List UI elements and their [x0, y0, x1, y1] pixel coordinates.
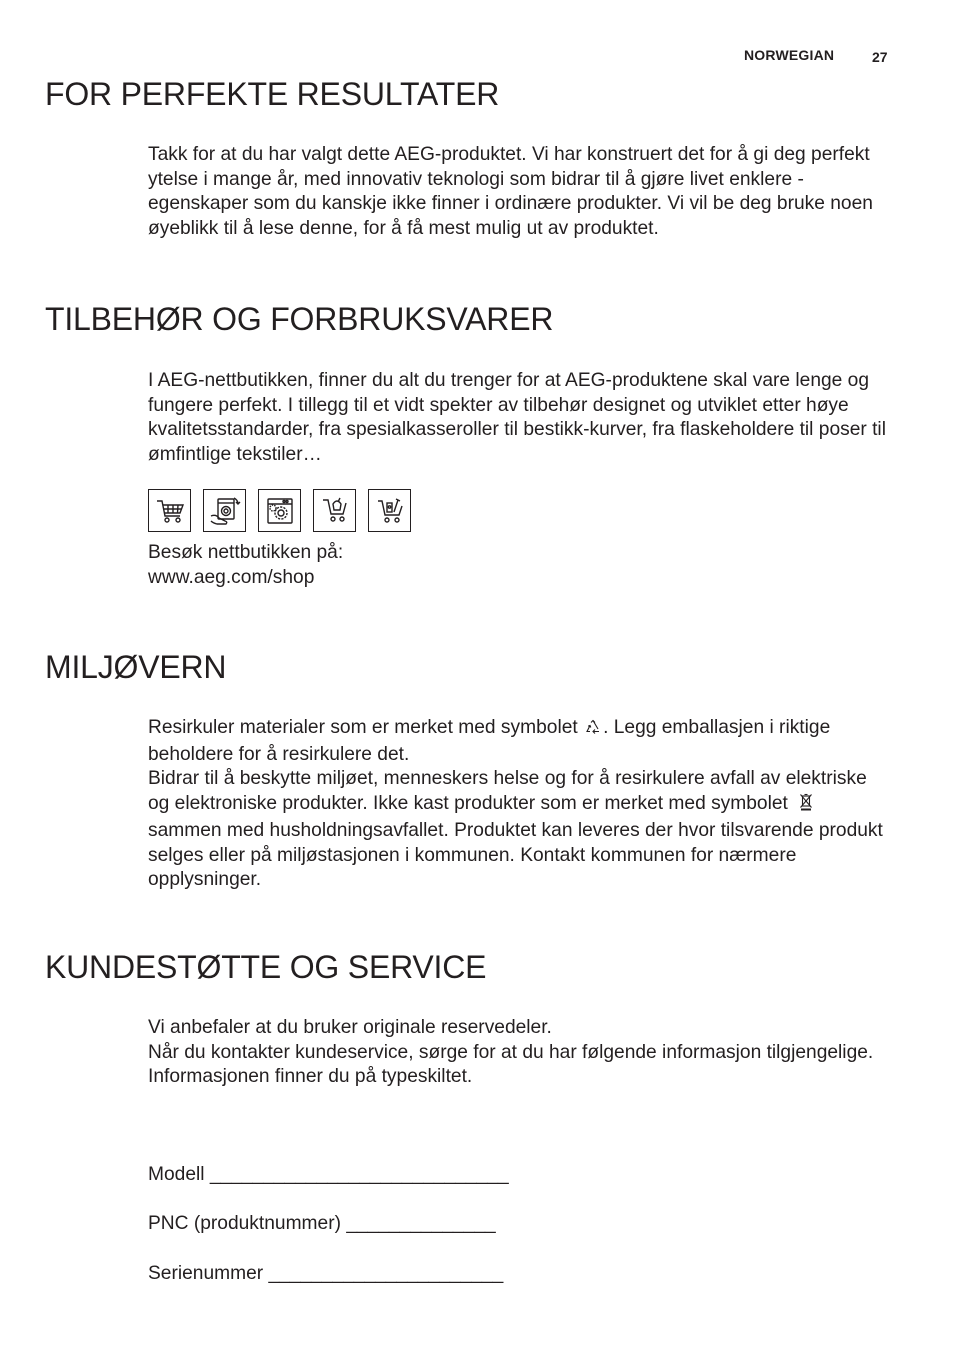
shop-icon-row [148, 489, 411, 532]
section-title-accessories: TILBEHØR OG FORBRUKSVARER [45, 301, 554, 337]
service-line-2: Når du kontakter kundeservice, sørge for at du har følgende informasjon tilgjengelige. [148, 1041, 874, 1063]
section-title-environment: MILJØVERN [45, 649, 227, 685]
accessories-paragraph [148, 369, 893, 468]
environment-paragraph [148, 716, 893, 893]
appliance-gear-icon [258, 489, 301, 532]
intro-text: Takk for at du har valgt dette AEG-produktet. Vi har konstruert det for å gi deg perfekt ytelse i mange år, med innovativ teknologi som bidrar til å gjøre livet enklere - egenskaper som du kanskje ikke finner i ordinære produkter. Vi vil be deg bruke noen øyeblikk til å lese denne, for å få mest mulig ut av produktet. [148, 144, 873, 240]
intro-paragraph [148, 143, 893, 242]
shop-info [148, 541, 893, 590]
service-line-3: Informasjonen finner du på typeskiltet. [148, 1066, 473, 1088]
recycling-text [148, 716, 893, 767]
shop-url: www.aeg.com/shop [148, 566, 315, 588]
service-paragraph [148, 1016, 893, 1090]
accessory-bag-icon [313, 489, 356, 532]
model-field: Modell ____________________________ [148, 1164, 509, 1185]
section-title-perfect-results: FOR PERFEKTE RESULTATER [45, 76, 500, 112]
crossed-bin-icon [799, 793, 813, 819]
section-title-customer-service: KUNDESTØTTE OG SERVICE [45, 949, 487, 985]
shop-label: Besøk nettbutikken på: [148, 542, 344, 563]
weee-text-end: sammen med husholdningsavfallet. Produktet kan leveres der hvor tilsvarende produkt selges eller på miljøstasjonen i kommunen. Kontakt kommunen for nærmere opplysninger. [148, 819, 883, 891]
page-number: 27 [872, 49, 888, 65]
serial-number-field: Serienummer ______________________ [148, 1263, 504, 1284]
weee-text-start: Bidrar til å beskytte miljøet, menneskers helse og for å resirkulere avfall av elektriske og elektroniske produkter. Ikke kast produkter som er merket med symbolet [148, 768, 867, 815]
shopping-cart-icon [148, 489, 191, 532]
accessories-text: I AEG-nettbutikken, finner du alt du trenger for at AEG-produktene skal vare lenge og fungere perfekt. I tillegg til et vidt spekter av tilbehør designet og utviklet etter høye kvalitetsstandarder, fra spesialkasseroller til bestikk-kurver, fra flaskeholdere til poser til ømfintlige tekstiler… [148, 370, 886, 466]
cleaning-products-icon [368, 489, 411, 532]
recycling-icon [585, 718, 601, 743]
recycling-text-start: Resirkuler materialer som er merket med symbolet [148, 717, 578, 738]
language-label: NORWEGIAN [744, 47, 835, 63]
recycling-text-end: . Legg emballasjen i riktige beholdere for å resirkulere det. [148, 717, 831, 765]
washing-machine-hand-icon [203, 489, 246, 532]
service-line-1: Vi anbefaler at du bruker originale reservedeler. [148, 1017, 552, 1038]
weee-text [148, 767, 893, 893]
pnc-field: PNC (produktnummer) ______________ [148, 1213, 496, 1234]
